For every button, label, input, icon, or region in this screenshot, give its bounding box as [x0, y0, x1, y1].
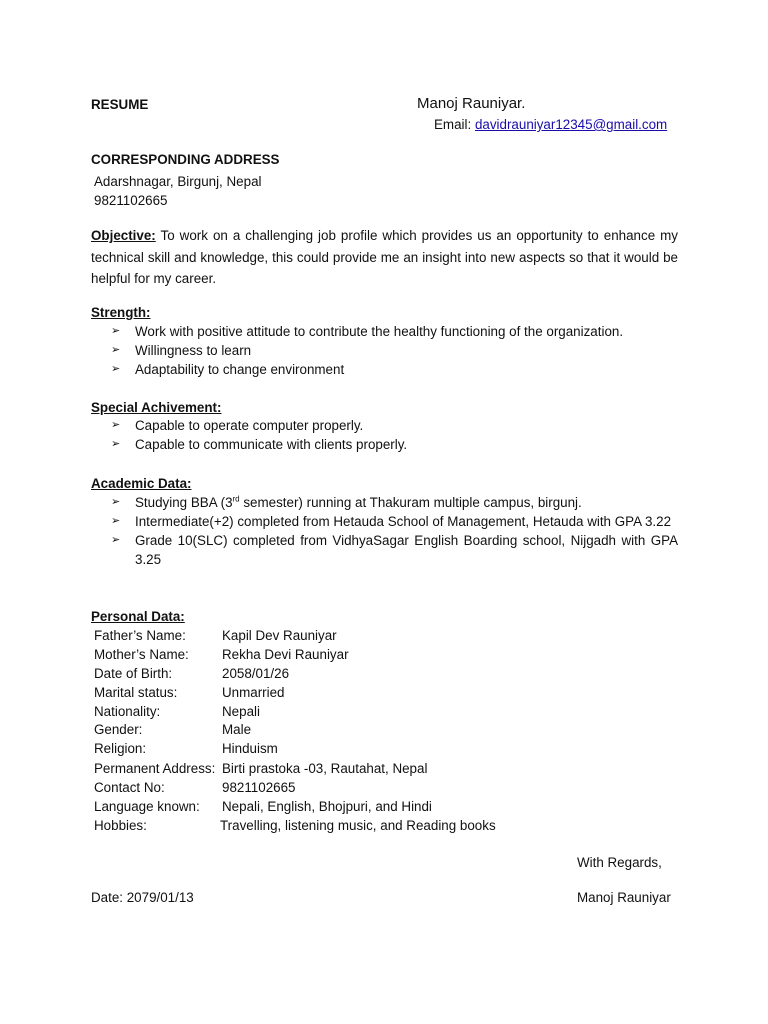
address-phone: 9821102665 [94, 193, 168, 208]
date-text: Date: 2079/01/13 [91, 890, 194, 905]
signature-name: Manoj Rauniyar [577, 890, 671, 905]
applicant-name: Manoj Rauniyar. [417, 95, 526, 112]
personal-row-gender: Gender: Male [94, 722, 252, 737]
personal-heading: Personal Data: [91, 609, 185, 624]
objective-heading: Objective: [91, 228, 156, 243]
list-item: ➢ Grade 10(SLC) completed from VidhyaSagar English Boarding school, Nijgadh with GPA 3.25 [111, 533, 678, 567]
academic-list [91, 493, 678, 569]
list-item: ➢ Intermediate(+2) completed from Hetauda School of Management, Hetauda with GPA 3.22 [111, 514, 672, 529]
personal-row-language-known: Language known: Nepali, English, Bhojpuri, and Hindi [94, 799, 432, 814]
strength-list [91, 322, 678, 379]
list-item: ➢ Work with positive attitude to contribute the healthy functioning of the organization. [111, 324, 624, 339]
strength-heading: Strength: [91, 305, 151, 320]
arrowhead-bullet-icon: ➢ [111, 534, 121, 546]
list-item: ➢ Capable to operate computer properly. [111, 418, 364, 433]
personal-row-mothers-name: Mother’s Name: Rekha Devi Rauniyar [94, 647, 349, 662]
personal-row-fathers-name: Father’s Name: Kapil Dev Rauniyar [94, 628, 337, 643]
arrowhead-bullet-icon: ➢ [111, 419, 121, 431]
objective-paragraph [91, 225, 678, 290]
arrowhead-bullet-icon: ➢ [111, 438, 121, 450]
arrowhead-bullet-icon: ➢ [111, 515, 121, 527]
list-item: ➢ Studying BBA (3rd semester) running at Thakuram multiple campus, birgunj. [111, 494, 582, 510]
arrowhead-bullet-icon: ➢ [111, 344, 121, 356]
list-item: ➢ Capable to communicate with clients properly. [111, 437, 408, 452]
arrowhead-bullet-icon: ➢ [111, 325, 121, 337]
list-item: ➢ Willingness to learn [111, 343, 252, 358]
academic-heading: Academic Data: [91, 476, 192, 491]
arrowhead-bullet-icon: ➢ [111, 496, 121, 508]
address-heading: CORRESPONDING ADDRESS [91, 152, 280, 167]
resume-title: RESUME [91, 97, 149, 112]
address-line: Adarshnagar, Birgunj, Nepal [94, 174, 262, 189]
email-line [434, 115, 667, 134]
personal-row-permanent-address: Permanent Address: Birti prastoka -03, Rautahat, Nepal [94, 761, 428, 776]
regards-text: With Regards, [577, 855, 662, 870]
arrowhead-bullet-icon: ➢ [111, 363, 121, 375]
list-item: ➢ Adaptability to change environment [111, 362, 345, 377]
personal-row-contact-no: Contact No: 9821102665 [94, 780, 296, 795]
achievement-list [91, 416, 678, 454]
personal-row-marital-status: Marital status: Unmarried [94, 685, 285, 700]
email-link[interactable]: davidrauniyar12345@gmail.com [474, 117, 668, 132]
email-label: Email: [434, 117, 472, 132]
personal-row-hobbies: Hobbies: Travelling, listening music, and Reading books [94, 818, 496, 833]
personal-row-religion: Religion: Hinduism [94, 741, 278, 756]
objective-text: To work on a challenging job profile which provides us an opportunity to enhance my technical skill and knowledge, this could provide me an insight into new aspects so that it would be helpful for my career. [91, 228, 678, 286]
achievement-heading: Special Achivement: [91, 400, 222, 415]
personal-row-nationality: Nationality: Nepali [94, 704, 260, 719]
personal-row-date-of-birth: Date of Birth: 2058/01/26 [94, 666, 290, 681]
